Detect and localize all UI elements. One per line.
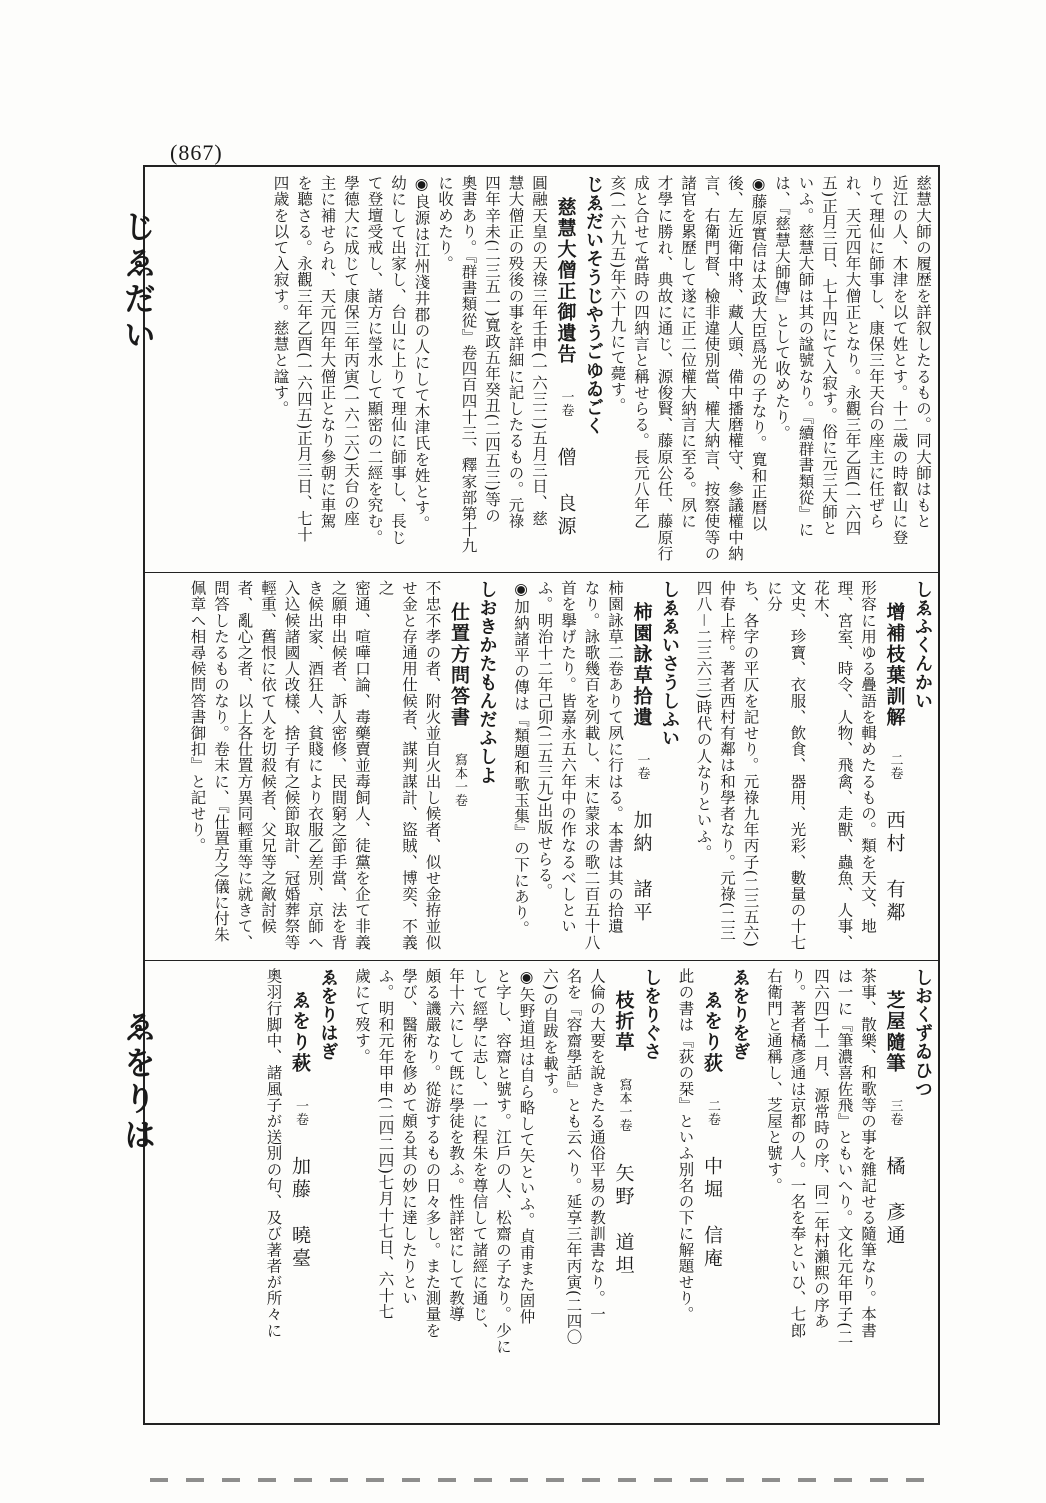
text-line: 人倫の大要を說きたる通俗平易の教訓書なり。一: [588, 968, 606, 1323]
text-line: ふ。明治十二年己卯(二五三九)出版せらる。: [535, 580, 554, 900]
text-line: 慈慧大師の履歴を詳叙したるもの。同大師はもと: [914, 175, 932, 530]
text-line: 首を擧げたり。皆嘉永五六年中の作なるべしとい: [559, 580, 577, 935]
text-line: と字し、容齋と號す。江戶の人、松齋の子なり。少に: [494, 968, 512, 1355]
entry-title-line: [447, 580, 472, 952]
side-label-lower: ゑをりは: [119, 1010, 157, 1154]
text-line: 不忠不孝の者、附火並自火出し候者、似せ金拵並似: [423, 580, 442, 951]
text-line: 亥(一六九五)年六十九にて薨す。: [608, 175, 627, 414]
text-line: 四年辛未(二三五一)寬政五年癸丑(二四五三)等の: [483, 175, 501, 524]
entry-title: 慈慧大僧正御遺告: [554, 197, 577, 365]
entry-author: 僧 良源: [554, 447, 577, 540]
entry-kana-heading: しをりぐさ: [641, 968, 662, 1061]
entry-volumes: 三卷: [887, 1098, 903, 1126]
entry-kana-heading: しおくずゐひつ: [912, 968, 933, 1099]
text-line: れ、天元四年大僧正となり。永觀三年乙酉(一六四: [843, 175, 862, 536]
section-3: [154, 968, 934, 1418]
text-line: 入込候諸國人改樣、捨子有之候節取計、冠婚葬祭等: [282, 580, 301, 951]
text-line: は一に『筆濃喜佐飛』ともいへり。文化元年甲子(二: [835, 968, 854, 1345]
text-line: 五)正月三日、七十四にて入寂す。俗に元三大師と: [820, 175, 838, 536]
entry-title: ゑをり萩: [289, 990, 311, 1074]
entry-title-line: [882, 580, 907, 952]
entry-author: 加納 諸平: [630, 810, 653, 926]
text-line: 佩章へ相尋候問答書御扣』と記せり。: [188, 580, 207, 854]
text-line: 言、右衛門督、檢非違使別當、權大納言、按察使等の: [702, 175, 721, 562]
entry-title: ゑをり荻: [701, 990, 723, 1074]
text-line: 問答したるものなり。卷末に、『仕置方之儀に付朱: [212, 580, 230, 943]
text-line: なり。詠歌幾百を列載し、末に蒙求の歌二百五十八: [582, 580, 601, 951]
entry-title: 枝折草: [612, 990, 635, 1053]
text-line: 諸官を累歷して遂に正二位權大納言に至る。夙に: [679, 175, 697, 530]
entry-author: 加藤 曉臺: [289, 1156, 311, 1272]
text-line: 幼にして出家し、台山に上りて理仙に師事し、長じ: [389, 175, 407, 546]
text-line: は、『慈慧大師傳』として收めたり。: [773, 175, 791, 441]
text-line: 密通、喧嘩口論、毒藥賣並毒飼人、徒黨を企て非義: [353, 580, 371, 951]
text-line: 年十六にして旣に學徒を教ふ。性詳密にして教導: [447, 968, 465, 1323]
text-line: せ金と存通用仕候者、謀判謀計、盜賊、博奕、不義之: [376, 580, 418, 951]
entry-title-line: [882, 968, 907, 1418]
text-line: 圓融天皇の天祿三年壬申(一六三二)五月三日、慈: [530, 175, 548, 527]
text-line: 近江の人、木津を以て姓とす。十二歳の時叡山に登: [890, 175, 909, 546]
entry-title-line: [553, 175, 578, 565]
entry-kana-heading: しゑゑいさうしふい: [659, 580, 680, 748]
entry-title: 柿園詠草拾遺: [630, 602, 653, 728]
text-line: 慧大僧正の殁後の事を詳細に記したるもの。元祿: [506, 175, 525, 530]
entry-volumes: 寫本一卷: [452, 752, 467, 808]
entry-title: 仕置方問答書: [448, 602, 470, 728]
entry-author: 橘 彥通: [883, 1156, 906, 1249]
text-line: 右衛門と通稱し、芝屋と號す。: [765, 968, 783, 1194]
text-line: 柿園詠草二卷ありて夙に行はる。本書は其の拾遺: [606, 580, 624, 935]
entry-author: 中堀 信庵: [701, 1156, 723, 1272]
text-line: 名を『容齋學話』とも云へり。延享三年丙寅(二四〇: [564, 968, 583, 1345]
entry-title: 增補枝葉訓解: [883, 602, 906, 728]
text-line: 之願申出候者、訴人密修、民間窮之節手當、法を背: [329, 580, 348, 951]
section-2: [154, 580, 934, 952]
text-line: ◉矢野道坦は自ら略して矢といふ。貞甫また固仲: [517, 968, 536, 1325]
text-line: 此の書は『荻の栞』といふ別名の下に解題せり。: [676, 968, 695, 1323]
text-line: 才學に勝れ、典故に通じ、源俊賢、藤原公任、藤原行: [655, 175, 674, 562]
section-divider-1: [143, 572, 940, 573]
text-line: ち、各字の平仄を記せり。元祿九年丙子(二三五六): [741, 580, 760, 948]
text-line: ◉藤原實信は太政大臣爲光の子なり。寬和正暦以: [749, 175, 768, 532]
text-line: き候出家、酒狂人、貧賤により衣服乙差別、京師へ: [306, 580, 324, 951]
section-divider-2: [143, 960, 940, 961]
entry-title-line: [700, 968, 725, 1418]
entry-title-line: [629, 580, 654, 952]
entry-volumes: 一卷: [558, 389, 574, 417]
entry-kana-heading: しゑふくんかい: [912, 580, 933, 711]
entry-title: 芝屋隨筆: [883, 990, 906, 1074]
text-line: ふ。明和元年甲申(二四二四)七月十七日、六十七: [376, 968, 395, 1320]
text-line: 主に補せられ、天元四年大僧正となり參朝に車駕: [318, 175, 337, 530]
entry-author: 矢野 道坦: [612, 1162, 635, 1278]
entry-kana-heading: ゑをりをぎ: [729, 968, 751, 1061]
entry-kana-heading: ゑをりはぎ: [317, 968, 339, 1061]
text-line: して經學に志し、一に程朱を尊信して諸經に通じ、: [470, 968, 489, 1339]
entry-kana-heading: しおきかたもんだふしよ: [476, 580, 498, 785]
text-line: て登壇受戒し、諸方に瑩水して顯密の二經を究む。: [365, 175, 384, 546]
side-label-upper: じゑだい: [119, 210, 157, 354]
entry-author: 西村 有鄰: [883, 810, 906, 926]
text-line: り。著者橘彥通は京都の人。一名を奉といひ、七郎: [788, 968, 807, 1339]
text-line: 四六四)十一月、源常時の序、同二年村瀨熙の序あ: [812, 968, 830, 1329]
entry-volumes: 一卷: [293, 1098, 308, 1126]
text-line: りて理仙に師事し、康保三年天台の座主に任ぜら: [867, 175, 885, 530]
text-line: ◉良源は江州淺井郡の人にして木津氏を姓とす。: [412, 175, 431, 532]
entry-volumes: 二卷: [705, 1098, 720, 1126]
text-line: 形容に用ゆる疊語を輯めたるもの。類を天文、地: [859, 580, 877, 935]
text-line: 輕重、舊恨に依て人を切殺候者、父兄等之敵討候: [259, 580, 277, 935]
text-line: 理、宮室、時令、人物、飛禽、走獸、蟲魚、人事、花木、: [812, 580, 854, 951]
page-number: (867): [170, 140, 223, 165]
entry-title-line: [611, 968, 636, 1418]
text-line: 奧羽行脚中、諸風子が送別の句、及び著者が所々に: [264, 968, 283, 1339]
text-line: 頗る譏嚴なり。從游するもの日々多し。また測量を: [423, 968, 442, 1339]
text-line: いふ。慈慧大師は其の諡號なり。『續群書類從』に: [796, 175, 815, 538]
text-line: 茶事、散樂、和歌等の事を雜記せる隨筆なり。本書: [859, 968, 877, 1339]
entry-title-line: [288, 968, 313, 1418]
text-line: 六)の自跋を載す。: [541, 968, 559, 1104]
text-line: に收めたり。: [436, 175, 454, 272]
text-line: 學び、醫術を修めて頗る其の妙に達したりとい: [400, 968, 418, 1307]
text-line: 成と合せて當時の四納言と稱せらる。長元八年乙: [632, 175, 650, 530]
text-line: を聽さる。永觀三年乙酉(一六四五)正月三日、七十: [295, 175, 313, 543]
entry-volumes: 二卷: [887, 752, 903, 780]
text-line: 後、左近衛中將、藏人頭、備中播磨權守、參議權中納: [726, 175, 744, 562]
bottom-scan-marks: [150, 1478, 930, 1482]
entry-kana-heading: じゑだいそうじやうごゆゐごく: [583, 175, 604, 436]
entry-volumes: 寫本一卷: [616, 1077, 632, 1133]
entry-volumes: 一卷: [634, 752, 650, 780]
text-line: 學德大に成じて康保三年丙寅(一六二六)天台の座: [342, 175, 360, 527]
text-line: 四八－二三六三)時代の人なりといふ。: [694, 580, 713, 861]
text-line: 者、亂心之者、以上各仕置方異同輕重等に就きて、: [235, 580, 254, 951]
text-line: 仲春上梓。著者西村有鄰は和學者なり。元祿(二三: [718, 580, 736, 941]
text-line: ◉加納諸平の傳は『類題和歌玉集』の下にあり。: [512, 580, 530, 937]
text-line: 奧書あり。『群書類從』卷四百四十三、釋家部第十九: [459, 175, 478, 554]
section-1: [154, 175, 934, 565]
text-line: 歲にて歿す。: [353, 968, 371, 1065]
text-line: 四歳を以て入寂す。慈慧と諡す。: [271, 175, 290, 417]
text-line: 文史、珍寶、衣服、飲食、器用、光彩、數量の十七に分: [765, 580, 807, 951]
